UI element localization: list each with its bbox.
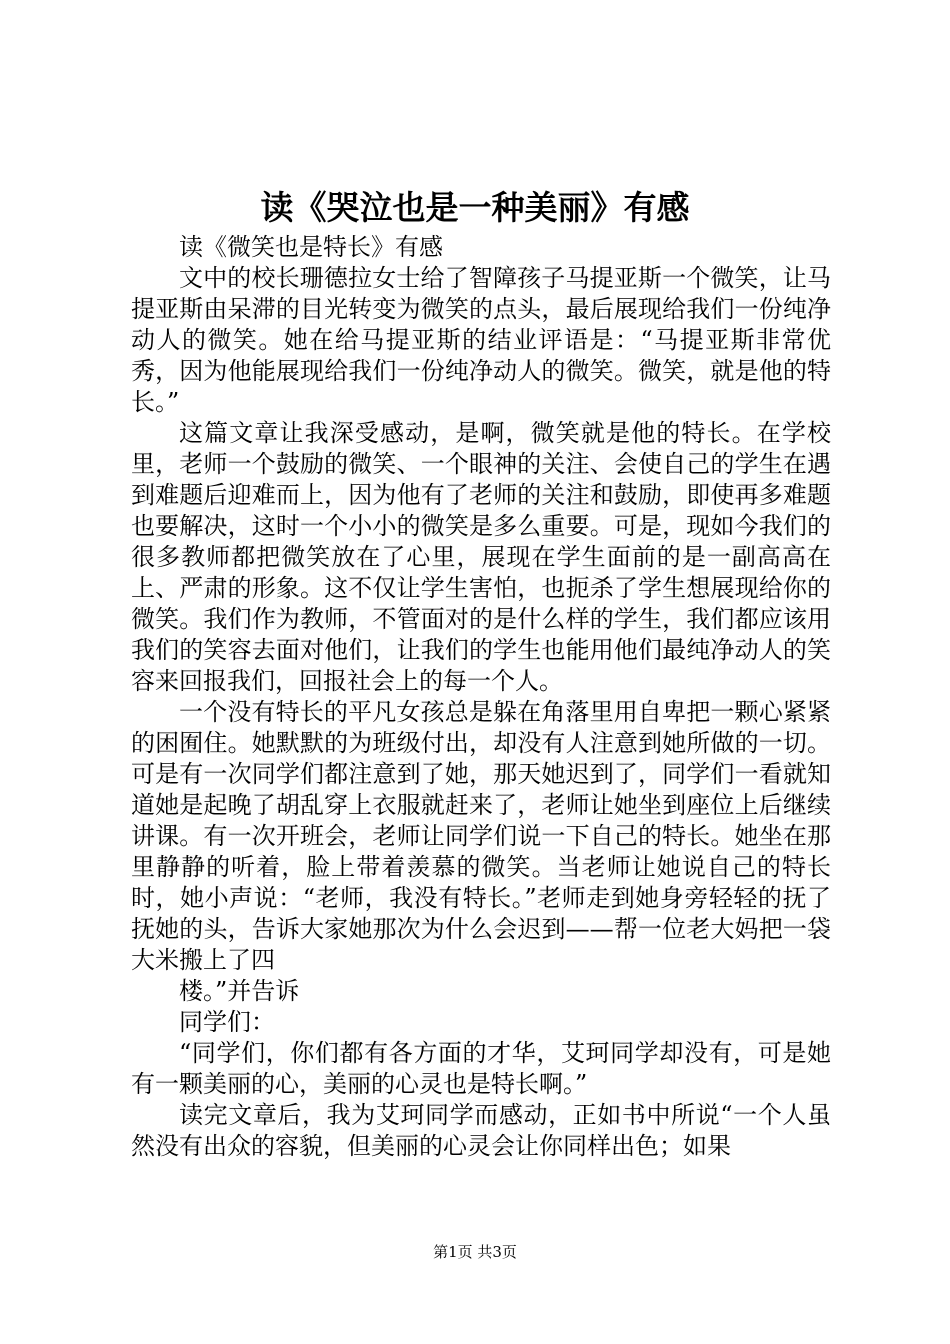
- paragraph: 文中的校长珊德拉女士给了智障孩子马提亚斯一个微笑，让马提亚斯由呆滞的目光转变为微笑的点头，最后展现给我们一份纯净动人的微笑。她在给马提亚斯的结业评语是：“马提亚斯非常优秀，因为他能展现给我们一份纯净动人的微笑。微笑，就是他的特长。”: [131, 264, 831, 416]
- document-title: 读《哭泣也是一种美丽》有感: [260, 188, 690, 227]
- document-body: [131, 232, 831, 1162]
- paragraph: 这篇文章让我深受感动，是啊，微笑就是他的特长。在学校里，老师一个鼓励的微笑、一个眼神的关注、会使自己的学生在遇到难题后迎难而上，因为他有了老师的关注和鼓励，即使再多难题也要解决，这时一个小小的微笑是多么重要。可是，现如今我们的很多教师都把微笑放在了心里，展现在学生面前的是一副高高在上、严肃的形象。这不仅让学生害怕，也扼杀了学生想展现给你的微笑。我们作为教师，不管面对的是什么样的学生，我们都应该用我们的笑容去面对他们，让我们的学生也能用他们最纯净动人的笑容来回报我们，回报社会上的每一个人。: [131, 419, 831, 695]
- paragraph: 楼。”并告诉: [179, 977, 300, 1005]
- paragraph: 读完文章后，我为艾珂同学而感动，正如书中所说“一个人虽然没有出众的容貌，但美丽的心灵会让你同样出色；如果: [131, 1101, 831, 1160]
- paragraph-subtitle: 读《微笑也是特长》有感: [179, 233, 443, 261]
- page-number-footer: 第1页 共3页: [433, 1243, 517, 1261]
- paragraph: “同学们，你们都有各方面的才华，艾珂同学却没有，可是她有一颗美丽的心，美丽的心灵也是特长啊。”: [131, 1039, 831, 1098]
- paragraph: 一个没有特长的平凡女孩总是躲在角落里用自卑把一颗心紧紧的困囿住。她默默的为班级付出，却没有人注意到她所做的一切。可是有一次同学们都注意到了她，那天她迟到了，同学们一看就知道她是起晚了胡乱穿上衣服就赶来了，老师让她坐到座位上后继续讲课。有一次开班会，老师让同学们说一下自己的特长。她坐在那里静静的听着，脸上带着羡慕的微笑。当老师让她说自己的特长时，她小声说：“老师，我没有特长。”老师走到她身旁轻轻的抚了抚她的头，告诉大家她那次为什么会迟到——帮一位老大妈把一袋大米搬上了四: [131, 698, 831, 974]
- paragraph: 同学们：: [179, 1008, 275, 1036]
